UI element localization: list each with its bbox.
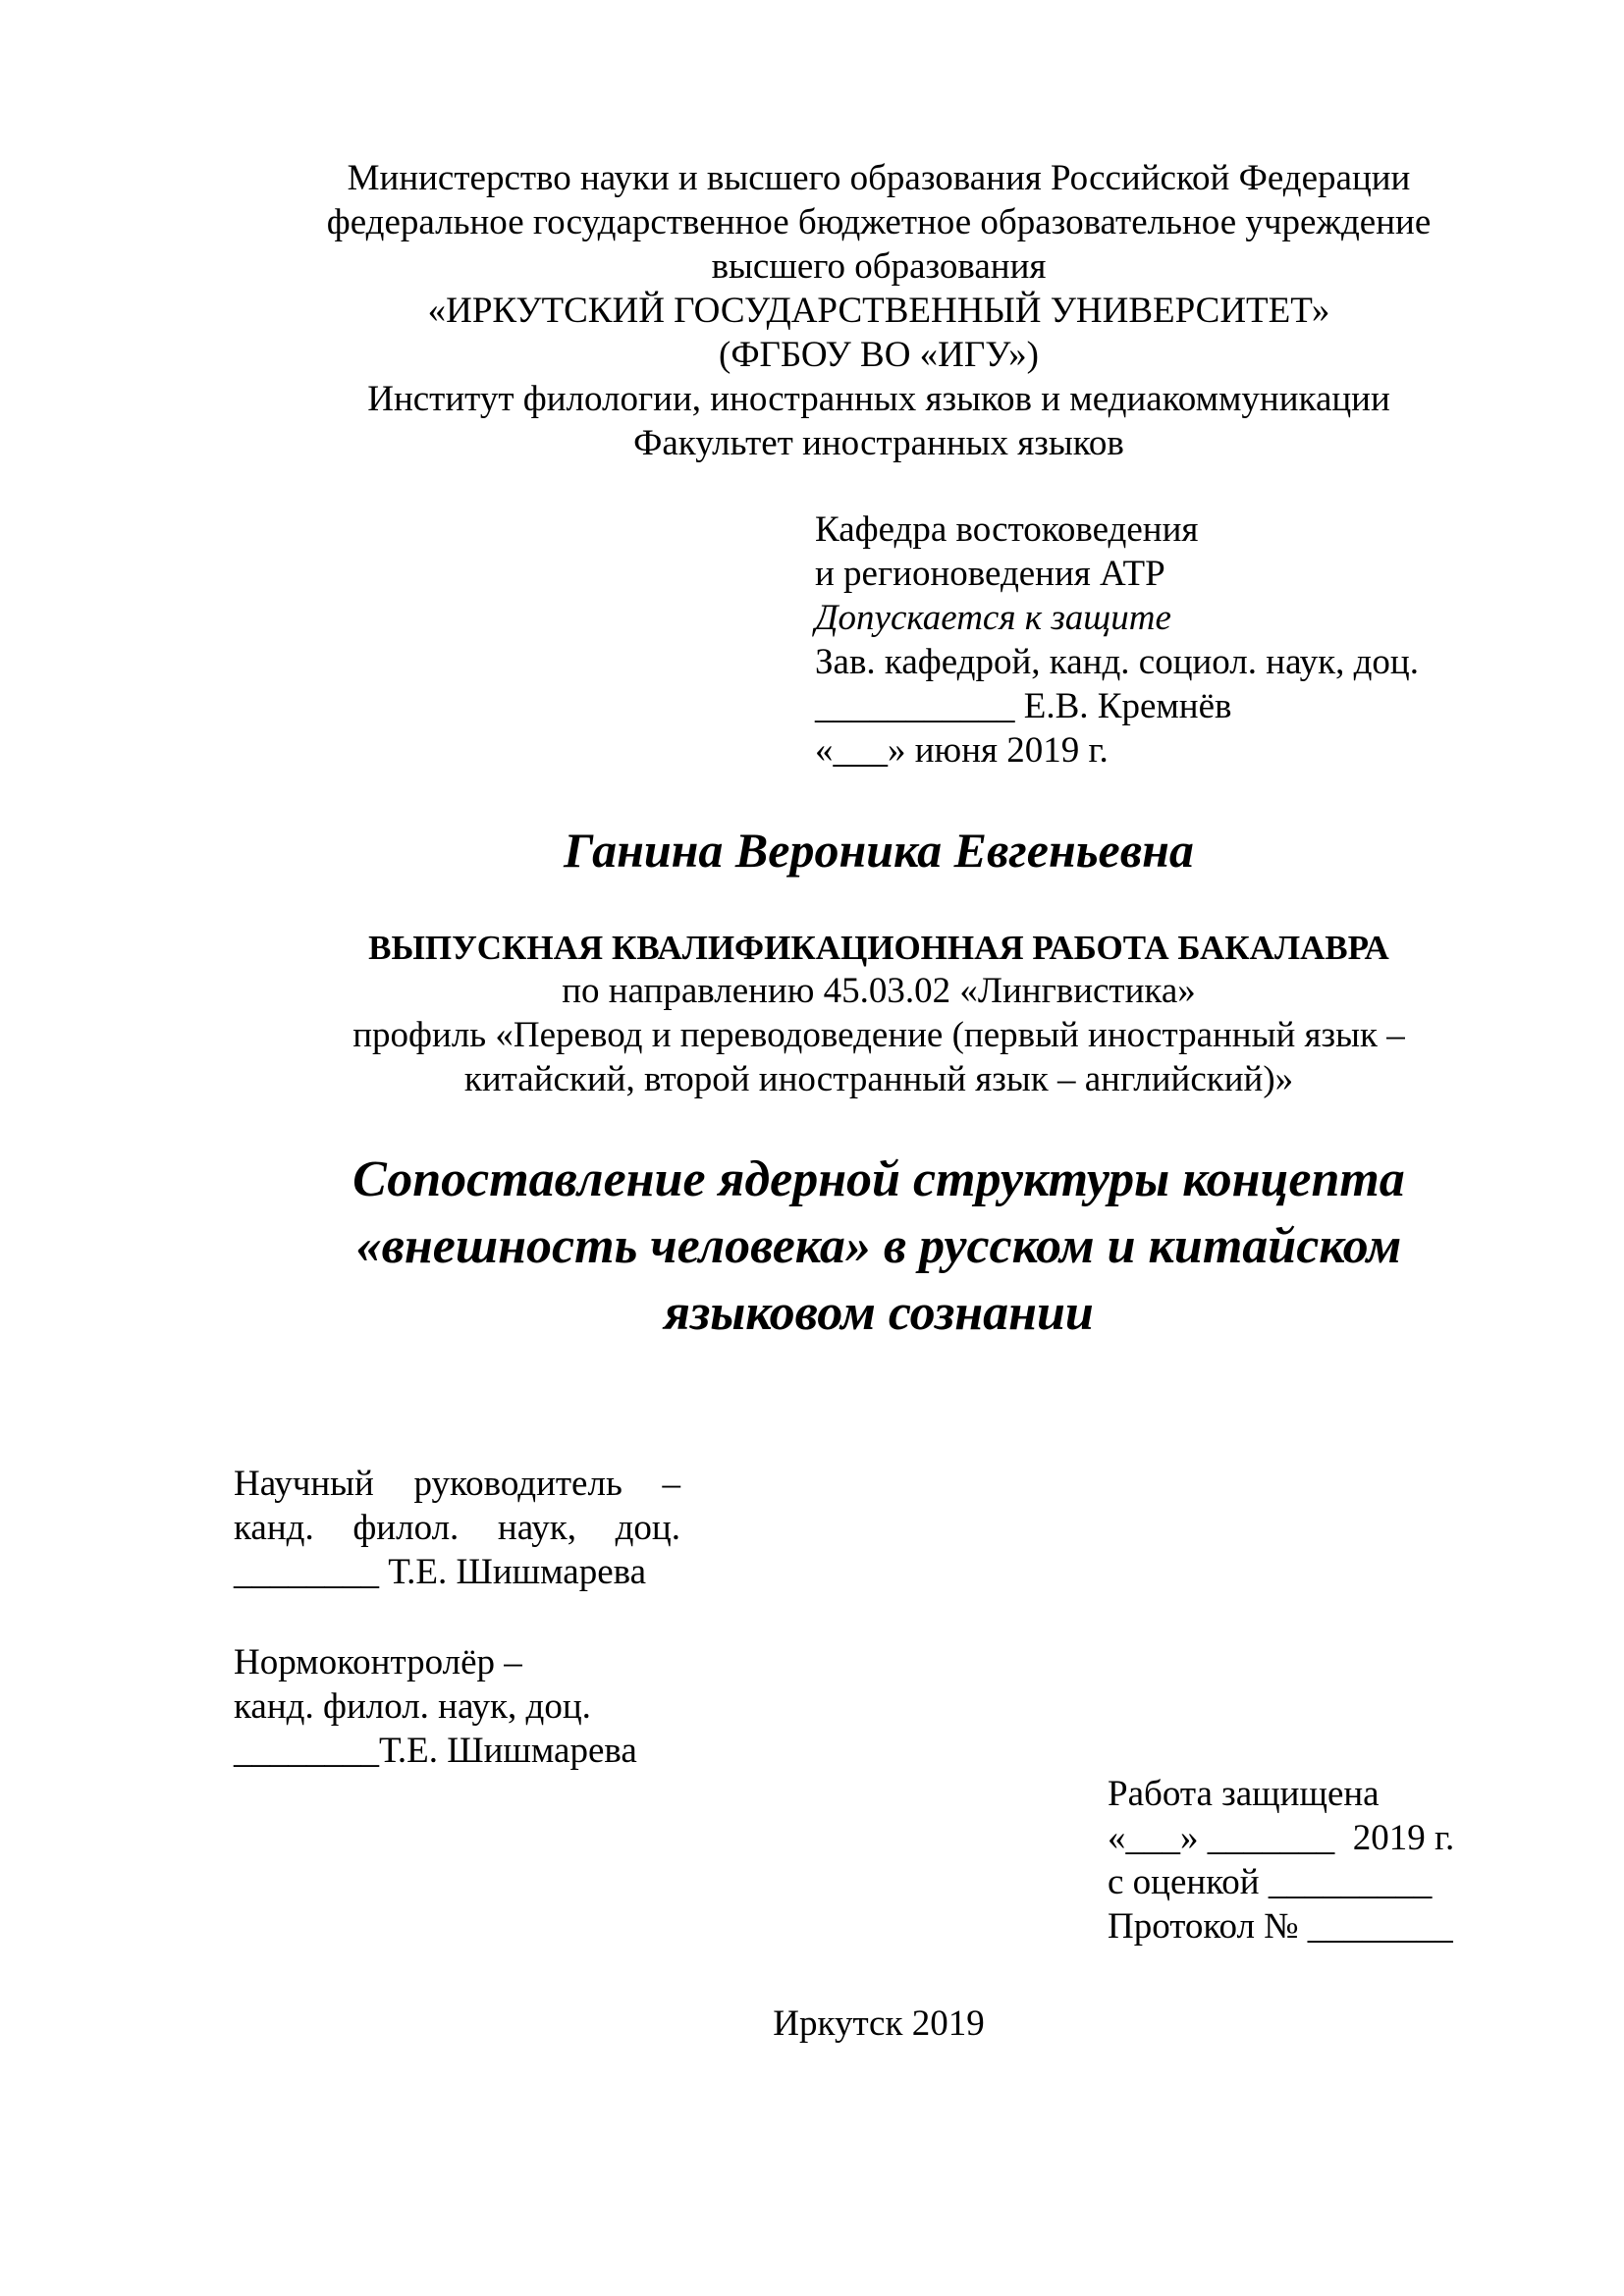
work-type: ВЫПУСКНАЯ КВАЛИФИКАЦИОННАЯ РАБОТА БАКАЛАВРА — [368, 929, 1389, 967]
faculty-name: Факультет иностранных языков — [633, 423, 1124, 463]
supervisor-signature: ________ Т.Е. Шишмарева — [234, 1552, 647, 1592]
supervisor-role-word-1: Научный — [234, 1464, 374, 1504]
institution-type-line: федеральное государственное бюджетное образовательное учреждение — [326, 202, 1432, 242]
defense-status: Работа защищена — [1108, 1774, 1380, 1814]
supervisor-degree-word-3: наук, — [497, 1508, 576, 1548]
approval-date: «___» июня 2019 г. — [815, 730, 1109, 771]
normcontrol-role: Нормоконтролёр – — [234, 1642, 522, 1682]
supervisor-degree-word-2: филол. — [352, 1508, 460, 1548]
normcontrol-degree: канд. филол. наук, доц. — [234, 1686, 591, 1727]
supervisor-degree — [234, 1507, 680, 1550]
supervisor-degree-word-1: канд. — [234, 1508, 314, 1548]
work-profile-line-2: китайский, второй иностранный язык – английский)» — [463, 1059, 1294, 1099]
defense-protocol: Протокол № ________ — [1108, 1906, 1453, 1947]
defense-date: «___» _______ 2019 г. — [1108, 1818, 1455, 1858]
education-level-line: высшего образования — [711, 246, 1047, 287]
department-line-1: Кафедра востоковедения — [815, 509, 1199, 550]
topic-line-1: Сопоставление ядерной структуры концепта — [352, 1151, 1405, 1207]
author-name: Ганина Вероника Евгеньевна — [564, 823, 1194, 878]
supervisor-role — [234, 1463, 680, 1506]
institute-name: Институт филологии, иностранных языков и медиакоммуникации — [367, 379, 1390, 419]
department-head-title: Зав. кафедрой, канд. социол. наук, доц. — [815, 642, 1419, 682]
work-direction: по направлению 45.03.02 «Лингвистика» — [562, 971, 1196, 1011]
university-name: «ИРКУТСКИЙ ГОСУДАРСТВЕННЫЙ УНИВЕРСИТЕТ» — [427, 291, 1330, 331]
department-line-2: и регионоведения АТР — [815, 554, 1165, 594]
university-abbreviation: (ФГБОУ ВО «ИГУ») — [719, 335, 1039, 375]
ministry-line: Министерство науки и высшего образования Российской Федерации — [347, 158, 1411, 198]
normcontrol-signature: ________Т.Е. Шишмарева — [234, 1731, 637, 1771]
city-year: Иркутск 2019 — [773, 2003, 985, 2044]
topic-line-2: «внешность человека» в русском и китайском — [355, 1218, 1402, 1274]
supervisor-role-dash: – — [662, 1464, 680, 1504]
supervisor-degree-word-4: доц. — [615, 1508, 680, 1548]
topic-line-3: языковом сознании — [664, 1285, 1094, 1341]
supervisor-role-word-2: руководитель — [413, 1464, 623, 1504]
department-head-signature: ___________ Е.В. Кремнёв — [815, 686, 1232, 726]
admitted-label: Допускается к защите — [815, 598, 1171, 638]
work-profile-line-1: профиль «Перевод и переводоведение (первый иностранный язык – — [352, 1015, 1405, 1055]
defense-grade: с оценкой _________ — [1108, 1862, 1433, 1902]
